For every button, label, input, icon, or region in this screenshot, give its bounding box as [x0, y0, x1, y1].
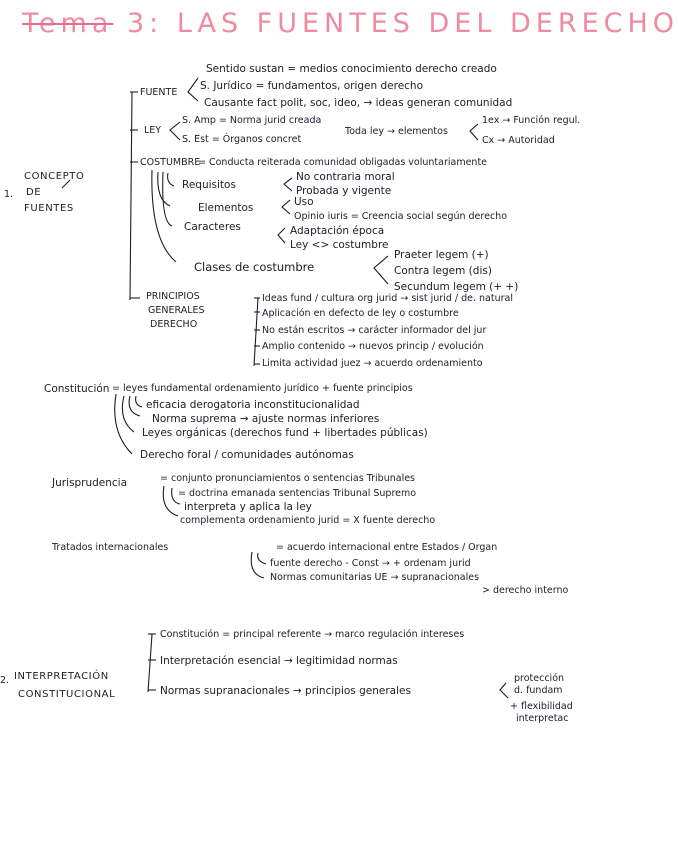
- costumbre-clase: Secundum legem (+ +): [394, 281, 519, 293]
- fuente-item: S. Jurídico = fundamentos, origen derecho: [200, 80, 424, 92]
- section-2-number: 2.: [0, 675, 10, 686]
- costumbre-elementos-label: Elementos: [198, 202, 254, 214]
- principios-item: Amplio contenido → nuevos princip / evolución: [262, 341, 484, 352]
- costumbre-clase: Praeter legem (+): [394, 249, 489, 261]
- constitucion-item: Derecho foral / comunidades autónomas: [140, 449, 354, 461]
- costumbre-clases-label: Clases de costumbre: [194, 260, 315, 274]
- title-text: 3: LAS FUENTES DEL DERECHO: [113, 8, 679, 39]
- jurisprudencia-item: = conjunto pronunciamientos o sentencias Tribunales: [160, 473, 415, 484]
- tratados-item: fuente derecho - Const → + ordenam jurid: [270, 558, 471, 569]
- constitucion-item: Leyes orgánicas (derechos fund + libertades públicas): [142, 427, 428, 439]
- title-struck-word: Tema: [22, 8, 114, 39]
- principios-item: Aplicación en defecto de ley o costumbre: [262, 308, 459, 319]
- costumbre-label: COSTUMBRE: [140, 157, 201, 168]
- principios-item: Limita actividad juez → acuerdo ordenamiento: [262, 358, 483, 369]
- jurisprudencia-item: = doctrina emanada sentencias Tribunal Supremo: [178, 488, 417, 499]
- tratados-label: Tratados internacionales: [52, 542, 169, 553]
- section-2-item: Interpretación esencial → legitimidad normas: [160, 655, 398, 667]
- constitucion-item: eficacia derogatoria inconstitucionalidad: [146, 399, 360, 411]
- section-2-item: Constitución = principal referente → marco regulación intereses: [160, 629, 465, 640]
- section-1-number: 1.: [4, 189, 14, 200]
- ley-elemento-1: 1ex → Función regul.: [482, 115, 581, 126]
- tratados-tail: > derecho interno: [482, 585, 569, 596]
- tratados-item: Normas comunitarias UE → supranacionales: [270, 572, 480, 583]
- costumbre-requisito: Probada y vigente: [296, 185, 392, 197]
- constitucion-definition: = leyes fundamental ordenamiento jurídico + fuente principios: [112, 383, 413, 394]
- costumbre-clase: Contra legem (dis): [394, 265, 492, 277]
- costumbre-requisitos-label: Requisitos: [182, 179, 236, 191]
- jurisprudencia-label: Jurisprudencia: [52, 477, 127, 489]
- costumbre-caracteres-label: Caracteres: [184, 221, 241, 233]
- costumbre-caracter: Adaptación época: [290, 225, 385, 237]
- section-1-heading-line-1: CONCEPTO: [24, 171, 85, 182]
- constitucion-item: Norma suprema → ajuste normas inferiores: [152, 413, 380, 425]
- principios-item: No están escritos → carácter informador del jur: [262, 325, 487, 336]
- costumbre-caracter: Ley <> costumbre: [290, 239, 389, 251]
- costumbre-elemento: Uso: [294, 196, 314, 208]
- ley-elementos: Toda ley → elementos: [345, 126, 448, 137]
- section-2-heading-line-2: CONSTITUCIONAL: [18, 689, 116, 700]
- ley-label: LEY: [144, 125, 162, 136]
- section-1-heading-line-2: DE: [26, 187, 42, 198]
- section-2-tail: protección: [514, 673, 565, 684]
- principios-label-line-2: GENERALES: [148, 305, 205, 316]
- section-2-heading-line-1: INTERPRETACIÓN: [14, 671, 109, 682]
- section-1-heading-line-3: FUENTES: [24, 203, 74, 214]
- costumbre-elemento: Opinio iuris = Creencia social según derecho: [294, 211, 508, 222]
- section-2-tail: interpretac: [516, 713, 569, 724]
- jurisprudencia-item: complementa ordenamiento jurid = X fuente derecho: [180, 515, 436, 526]
- ley-sentido-estricto: S. Est = Órganos concret: [182, 134, 302, 145]
- fuente-label: FUENTE: [140, 87, 178, 98]
- ley-elemento-2: Cx → Autoridad: [482, 135, 555, 146]
- costumbre-requisito: No contraria moral: [296, 171, 395, 183]
- tratados-definition: = acuerdo internacional entre Estados / Organ: [276, 542, 498, 553]
- constitucion-label: Constitución: [44, 383, 110, 395]
- section-2-item: Normas supranacionales → principios generales: [160, 685, 411, 697]
- costumbre-definition: = Conducta reiterada comunidad obligadas voluntariamente: [198, 157, 488, 168]
- section-2-tail: d. fundam: [514, 685, 563, 696]
- fuente-item: Causante fact polit, soc, ideo, → ideas generan comunidad: [204, 97, 513, 109]
- section-2-tail: + flexibilidad: [510, 701, 573, 712]
- principios-item: Ideas fund / cultura org jurid → sist jurid / de. natural: [262, 293, 513, 304]
- fuente-item: Sentido sustan = medios conocimiento derecho creado: [206, 63, 497, 75]
- principios-label-line-1: PRINCIPIOS: [146, 291, 200, 302]
- principios-label-line-3: DERECHO: [150, 319, 198, 330]
- jurisprudencia-item: interpreta y aplica la ley: [184, 501, 312, 513]
- ley-sentido-amplio: S. Amp = Norma jurid creada: [182, 115, 322, 126]
